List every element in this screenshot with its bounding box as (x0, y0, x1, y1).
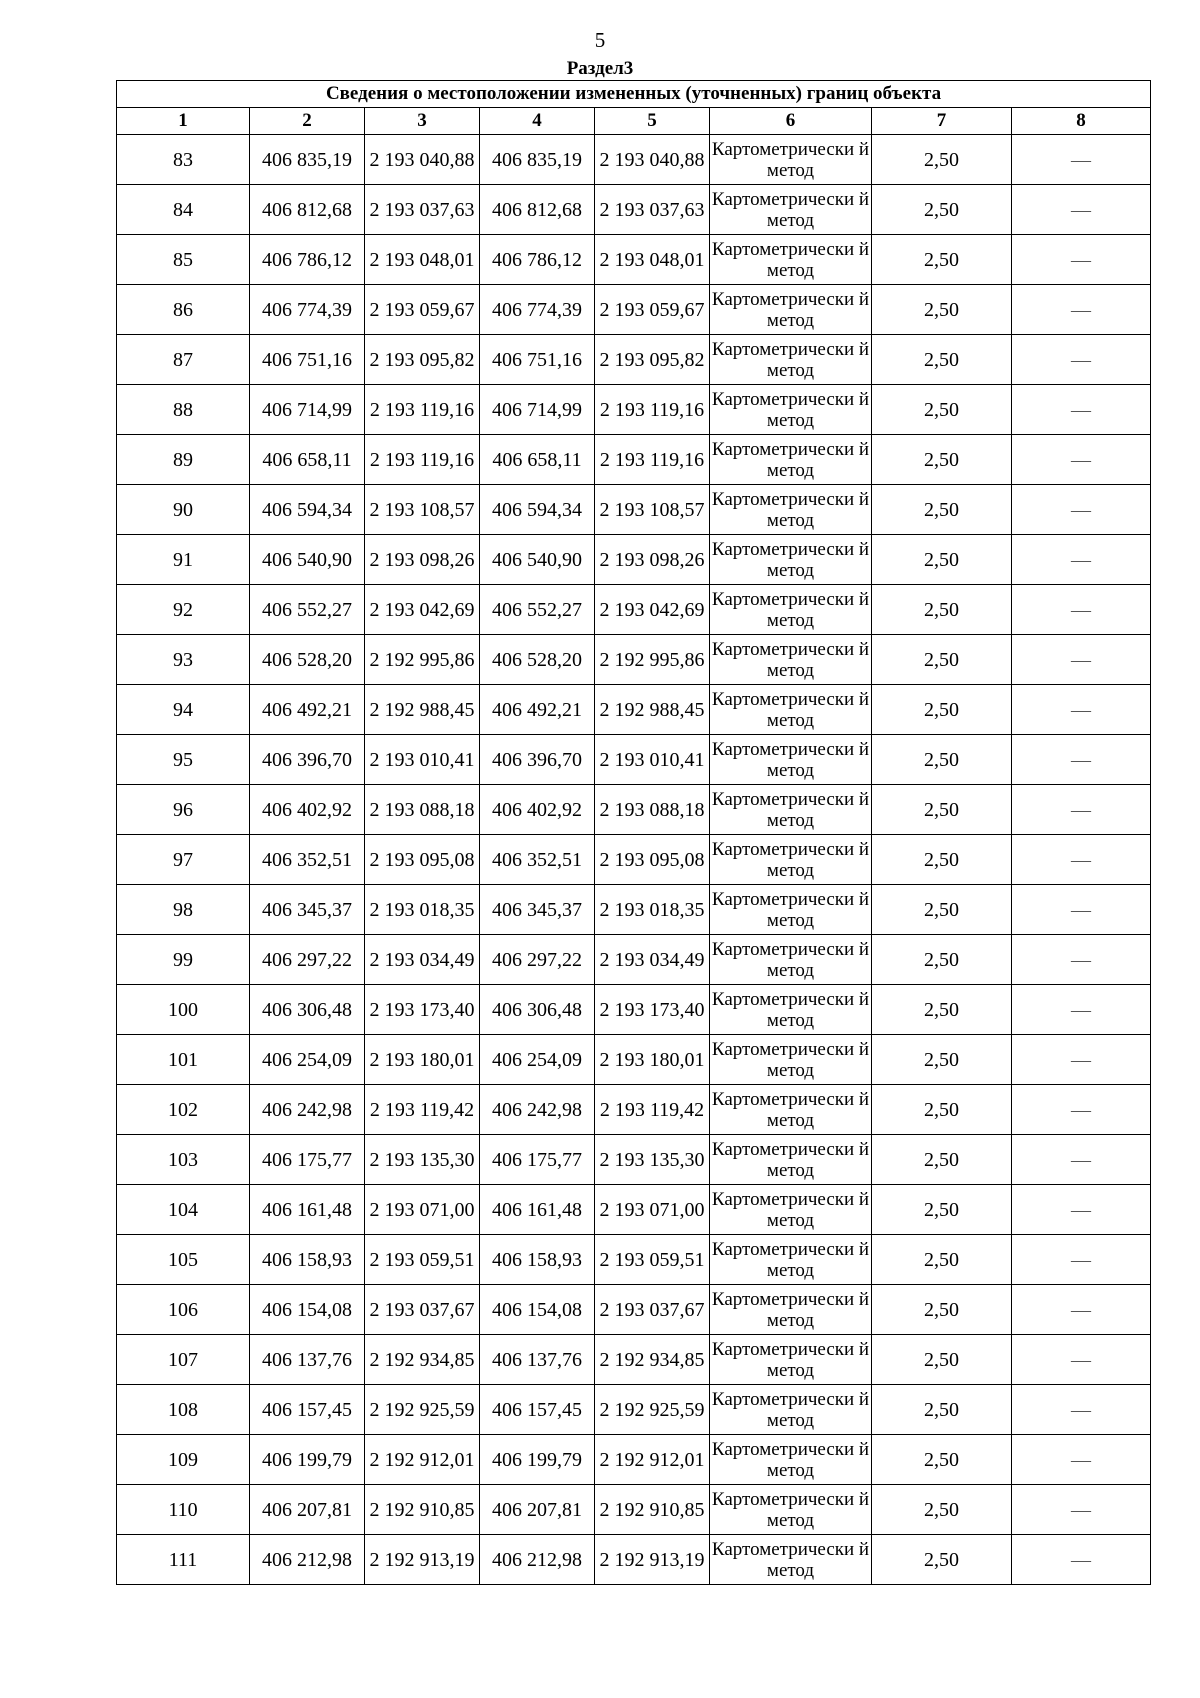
precision-cell: 2,50 (872, 885, 1012, 935)
x-existing-cell: 406 786,12 (250, 235, 365, 285)
precision-cell: 2,50 (872, 185, 1012, 235)
table-row (117, 635, 1151, 685)
x-new-cell: 406 161,48 (480, 1185, 595, 1235)
description-cell: — (1012, 1285, 1151, 1335)
description-cell: — (1012, 385, 1151, 435)
x-existing-cell: 406 812,68 (250, 185, 365, 235)
point-number-cell: 89 (117, 435, 250, 485)
x-existing-cell: 406 751,16 (250, 335, 365, 385)
precision-cell: 2,50 (872, 1235, 1012, 1285)
method-cell: Картометрически й метод (710, 535, 872, 585)
x-existing-cell: 406 137,76 (250, 1335, 365, 1385)
y-existing-cell: 2 193 048,01 (365, 235, 480, 285)
point-number-cell: 104 (117, 1185, 250, 1235)
x-existing-cell: 406 199,79 (250, 1435, 365, 1485)
y-new-cell: 2 192 995,86 (595, 635, 710, 685)
y-new-cell: 2 192 934,85 (595, 1335, 710, 1385)
precision-cell: 2,50 (872, 1485, 1012, 1535)
description-cell: — (1012, 335, 1151, 385)
table-row (117, 385, 1151, 435)
precision-cell: 2,50 (872, 1335, 1012, 1385)
y-existing-cell: 2 192 925,59 (365, 1385, 480, 1435)
y-existing-cell: 2 193 135,30 (365, 1135, 480, 1185)
point-number-cell: 101 (117, 1035, 250, 1085)
point-number-cell: 111 (117, 1535, 250, 1585)
precision-cell: 2,50 (872, 1285, 1012, 1335)
description-cell: — (1012, 885, 1151, 935)
x-existing-cell: 406 402,92 (250, 785, 365, 835)
x-new-cell: 406 658,11 (480, 435, 595, 485)
x-new-cell: 406 254,09 (480, 1035, 595, 1085)
description-cell: — (1012, 535, 1151, 585)
x-existing-cell: 406 396,70 (250, 735, 365, 785)
table-row (117, 935, 1151, 985)
x-new-cell: 406 714,99 (480, 385, 595, 435)
point-number-cell: 95 (117, 735, 250, 785)
description-cell: — (1012, 835, 1151, 885)
method-cell: Картометрически й метод (710, 1035, 872, 1085)
column-header: 6 (710, 108, 872, 135)
method-cell: Картометрически й метод (710, 635, 872, 685)
table-row (117, 1135, 1151, 1185)
point-number-cell: 97 (117, 835, 250, 885)
precision-cell: 2,50 (872, 1135, 1012, 1185)
x-new-cell: 406 199,79 (480, 1435, 595, 1485)
description-cell: — (1012, 435, 1151, 485)
y-new-cell: 2 193 180,01 (595, 1035, 710, 1085)
method-cell: Картометрически й метод (710, 585, 872, 635)
y-new-cell: 2 193 071,00 (595, 1185, 710, 1235)
x-existing-cell: 406 161,48 (250, 1185, 365, 1235)
y-existing-cell: 2 193 180,01 (365, 1035, 480, 1085)
y-existing-cell: 2 193 042,69 (365, 585, 480, 635)
x-new-cell: 406 352,51 (480, 835, 595, 885)
y-existing-cell: 2 192 910,85 (365, 1485, 480, 1535)
method-cell: Картометрически й метод (710, 1485, 872, 1535)
x-new-cell: 406 786,12 (480, 235, 595, 285)
y-new-cell: 2 192 988,45 (595, 685, 710, 735)
y-new-cell: 2 192 912,01 (595, 1435, 710, 1485)
precision-cell: 2,50 (872, 485, 1012, 535)
precision-cell: 2,50 (872, 535, 1012, 585)
column-header: 4 (480, 108, 595, 135)
x-new-cell: 406 137,76 (480, 1335, 595, 1385)
method-cell: Картометрически й метод (710, 335, 872, 385)
y-new-cell: 2 193 108,57 (595, 485, 710, 535)
precision-cell: 2,50 (872, 585, 1012, 635)
y-existing-cell: 2 192 913,19 (365, 1535, 480, 1585)
method-cell: Картометрически й метод (710, 285, 872, 335)
point-number-cell: 91 (117, 535, 250, 585)
y-existing-cell: 2 193 098,26 (365, 535, 480, 585)
precision-cell: 2,50 (872, 285, 1012, 335)
point-number-cell: 93 (117, 635, 250, 685)
x-existing-cell: 406 528,20 (250, 635, 365, 685)
description-cell: — (1012, 735, 1151, 785)
y-existing-cell: 2 193 119,42 (365, 1085, 480, 1135)
x-new-cell: 406 751,16 (480, 335, 595, 385)
table-row (117, 985, 1151, 1035)
x-existing-cell: 406 774,39 (250, 285, 365, 335)
x-new-cell: 406 207,81 (480, 1485, 595, 1535)
y-existing-cell: 2 193 059,51 (365, 1235, 480, 1285)
precision-cell: 2,50 (872, 1185, 1012, 1235)
method-cell: Картометрически й метод (710, 1085, 872, 1135)
table-row (117, 1035, 1151, 1085)
x-new-cell: 406 242,98 (480, 1085, 595, 1135)
y-new-cell: 2 193 037,67 (595, 1285, 710, 1335)
description-cell: — (1012, 185, 1151, 235)
description-cell: — (1012, 135, 1151, 185)
point-number-cell: 100 (117, 985, 250, 1035)
x-existing-cell: 406 157,45 (250, 1385, 365, 1435)
point-number-cell: 83 (117, 135, 250, 185)
x-new-cell: 406 492,21 (480, 685, 595, 735)
table-row (117, 835, 1151, 885)
method-cell: Картометрически й метод (710, 985, 872, 1035)
y-existing-cell: 2 193 119,16 (365, 385, 480, 435)
x-new-cell: 406 154,08 (480, 1285, 595, 1335)
point-number-cell: 99 (117, 935, 250, 985)
column-header-row (117, 108, 1151, 135)
table-row (117, 1235, 1151, 1285)
x-new-cell: 406 402,92 (480, 785, 595, 835)
table-row (117, 785, 1151, 835)
table-row (117, 685, 1151, 735)
method-cell: Картометрически й метод (710, 135, 872, 185)
description-cell: — (1012, 1135, 1151, 1185)
precision-cell: 2,50 (872, 635, 1012, 685)
x-existing-cell: 406 306,48 (250, 985, 365, 1035)
point-number-cell: 110 (117, 1485, 250, 1535)
description-cell: — (1012, 485, 1151, 535)
section-title: Раздел3 (566, 58, 634, 79)
point-number-cell: 94 (117, 685, 250, 735)
y-new-cell: 2 193 173,40 (595, 985, 710, 1035)
method-cell: Картометрически й метод (710, 735, 872, 785)
method-cell: Картометрически й метод (710, 685, 872, 735)
description-cell: — (1012, 1335, 1151, 1385)
coordinates-table (116, 80, 1151, 1585)
precision-cell: 2,50 (872, 385, 1012, 435)
y-existing-cell: 2 193 108,57 (365, 485, 480, 535)
description-cell: — (1012, 1185, 1151, 1235)
precision-cell: 2,50 (872, 1385, 1012, 1435)
table-row (117, 185, 1151, 235)
description-cell: — (1012, 1535, 1151, 1585)
x-existing-cell: 406 492,21 (250, 685, 365, 735)
x-new-cell: 406 552,27 (480, 585, 595, 635)
x-new-cell: 406 396,70 (480, 735, 595, 785)
method-cell: Картометрически й метод (710, 1235, 872, 1285)
y-existing-cell: 2 193 088,18 (365, 785, 480, 835)
precision-cell: 2,50 (872, 1535, 1012, 1585)
method-cell: Картометрически й метод (710, 385, 872, 435)
table-row (117, 735, 1151, 785)
table-row (117, 1535, 1151, 1585)
description-cell: — (1012, 785, 1151, 835)
y-existing-cell: 2 192 912,01 (365, 1435, 480, 1485)
y-existing-cell: 2 193 173,40 (365, 985, 480, 1035)
precision-cell: 2,50 (872, 235, 1012, 285)
table-row (117, 285, 1151, 335)
x-new-cell: 406 306,48 (480, 985, 595, 1035)
y-new-cell: 2 193 034,49 (595, 935, 710, 985)
y-existing-cell: 2 193 040,88 (365, 135, 480, 185)
precision-cell: 2,50 (872, 1435, 1012, 1485)
x-new-cell: 406 812,68 (480, 185, 595, 235)
method-cell: Картометрически й метод (710, 185, 872, 235)
x-existing-cell: 406 297,22 (250, 935, 365, 985)
table-row (117, 1335, 1151, 1385)
table-row (117, 1085, 1151, 1135)
x-existing-cell: 406 552,27 (250, 585, 365, 635)
precision-cell: 2,50 (872, 785, 1012, 835)
precision-cell: 2,50 (872, 435, 1012, 485)
x-new-cell: 406 212,98 (480, 1535, 595, 1585)
column-header: 7 (872, 108, 1012, 135)
table-caption: Сведения о местоположении измененных (уточненных) границ объекта (117, 81, 1151, 108)
x-existing-cell: 406 242,98 (250, 1085, 365, 1135)
column-header: 2 (250, 108, 365, 135)
y-new-cell: 2 193 119,16 (595, 435, 710, 485)
y-new-cell: 2 193 010,41 (595, 735, 710, 785)
x-existing-cell: 406 207,81 (250, 1485, 365, 1535)
point-number-cell: 96 (117, 785, 250, 835)
x-new-cell: 406 158,93 (480, 1235, 595, 1285)
precision-cell: 2,50 (872, 685, 1012, 735)
table-row (117, 335, 1151, 385)
table-row (117, 1285, 1151, 1335)
point-number-cell: 106 (117, 1285, 250, 1335)
y-new-cell: 2 193 059,67 (595, 285, 710, 335)
description-cell: — (1012, 935, 1151, 985)
point-number-cell: 105 (117, 1235, 250, 1285)
point-number-cell: 85 (117, 235, 250, 285)
x-new-cell: 406 594,34 (480, 485, 595, 535)
point-number-cell: 109 (117, 1435, 250, 1485)
y-new-cell: 2 193 059,51 (595, 1235, 710, 1285)
y-existing-cell: 2 193 095,08 (365, 835, 480, 885)
y-new-cell: 2 193 119,42 (595, 1085, 710, 1135)
point-number-cell: 103 (117, 1135, 250, 1185)
y-existing-cell: 2 193 010,41 (365, 735, 480, 785)
x-existing-cell: 406 345,37 (250, 885, 365, 935)
precision-cell: 2,50 (872, 985, 1012, 1035)
y-new-cell: 2 193 018,35 (595, 885, 710, 935)
x-existing-cell: 406 158,93 (250, 1235, 365, 1285)
point-number-cell: 92 (117, 585, 250, 635)
y-existing-cell: 2 193 018,35 (365, 885, 480, 935)
x-existing-cell: 406 352,51 (250, 835, 365, 885)
point-number-cell: 107 (117, 1335, 250, 1385)
y-existing-cell: 2 193 059,67 (365, 285, 480, 335)
y-existing-cell: 2 193 037,63 (365, 185, 480, 235)
table-row (117, 885, 1151, 935)
x-new-cell: 406 297,22 (480, 935, 595, 985)
method-cell: Картометрически й метод (710, 785, 872, 835)
x-new-cell: 406 157,45 (480, 1385, 595, 1435)
point-number-cell: 84 (117, 185, 250, 235)
table-row (117, 135, 1151, 185)
table-row (117, 1385, 1151, 1435)
x-existing-cell: 406 594,34 (250, 485, 365, 535)
x-existing-cell: 406 154,08 (250, 1285, 365, 1335)
x-existing-cell: 406 658,11 (250, 435, 365, 485)
method-cell: Картометрически й метод (710, 885, 872, 935)
description-cell: — (1012, 285, 1151, 335)
point-number-cell: 98 (117, 885, 250, 935)
method-cell: Картометрически й метод (710, 935, 872, 985)
table-row (117, 485, 1151, 535)
precision-cell: 2,50 (872, 1085, 1012, 1135)
precision-cell: 2,50 (872, 935, 1012, 985)
method-cell: Картометрически й метод (710, 1335, 872, 1385)
y-existing-cell: 2 192 934,85 (365, 1335, 480, 1385)
y-new-cell: 2 192 925,59 (595, 1385, 710, 1435)
precision-cell: 2,50 (872, 1035, 1012, 1085)
y-existing-cell: 2 193 119,16 (365, 435, 480, 485)
y-new-cell: 2 193 095,08 (595, 835, 710, 885)
x-existing-cell: 406 835,19 (250, 135, 365, 185)
x-existing-cell: 406 254,09 (250, 1035, 365, 1085)
y-new-cell: 2 193 040,88 (595, 135, 710, 185)
x-new-cell: 406 774,39 (480, 285, 595, 335)
y-new-cell: 2 193 042,69 (595, 585, 710, 635)
x-new-cell: 406 540,90 (480, 535, 595, 585)
method-cell: Картометрически й метод (710, 1385, 872, 1435)
point-number-cell: 90 (117, 485, 250, 535)
method-cell: Картометрически й метод (710, 1185, 872, 1235)
x-existing-cell: 406 175,77 (250, 1135, 365, 1185)
table-row (117, 1185, 1151, 1235)
y-existing-cell: 2 193 034,49 (365, 935, 480, 985)
y-existing-cell: 2 192 995,86 (365, 635, 480, 685)
x-existing-cell: 406 212,98 (250, 1535, 365, 1585)
method-cell: Картометрически й метод (710, 485, 872, 535)
table-row (117, 535, 1151, 585)
y-new-cell: 2 192 913,19 (595, 1535, 710, 1585)
method-cell: Картометрически й метод (710, 835, 872, 885)
y-new-cell: 2 193 037,63 (595, 185, 710, 235)
description-cell: — (1012, 635, 1151, 685)
description-cell: — (1012, 1385, 1151, 1435)
method-cell: Картометрически й метод (710, 1285, 872, 1335)
y-new-cell: 2 193 088,18 (595, 785, 710, 835)
column-header: 5 (595, 108, 710, 135)
y-new-cell: 2 193 095,82 (595, 335, 710, 385)
x-new-cell: 406 345,37 (480, 885, 595, 935)
x-new-cell: 406 175,77 (480, 1135, 595, 1185)
column-header: 8 (1012, 108, 1151, 135)
y-new-cell: 2 193 135,30 (595, 1135, 710, 1185)
x-new-cell: 406 528,20 (480, 635, 595, 685)
x-new-cell: 406 835,19 (480, 135, 595, 185)
description-cell: — (1012, 1485, 1151, 1535)
table-row (117, 585, 1151, 635)
table-row (117, 235, 1151, 285)
y-existing-cell: 2 193 037,67 (365, 1285, 480, 1335)
x-existing-cell: 406 540,90 (250, 535, 365, 585)
column-header: 1 (117, 108, 250, 135)
y-existing-cell: 2 193 095,82 (365, 335, 480, 385)
table-row (117, 435, 1151, 485)
table-row (117, 1485, 1151, 1535)
point-number-cell: 87 (117, 335, 250, 385)
y-new-cell: 2 192 910,85 (595, 1485, 710, 1535)
y-new-cell: 2 193 119,16 (595, 385, 710, 435)
page-number: 5 (594, 28, 606, 52)
method-cell: Картометрически й метод (710, 1435, 872, 1485)
table-body (117, 135, 1151, 1585)
precision-cell: 2,50 (872, 835, 1012, 885)
description-cell: — (1012, 235, 1151, 285)
y-new-cell: 2 193 048,01 (595, 235, 710, 285)
method-cell: Картометрически й метод (710, 1535, 872, 1585)
description-cell: — (1012, 685, 1151, 735)
description-cell: — (1012, 1435, 1151, 1485)
point-number-cell: 108 (117, 1385, 250, 1435)
table-row (117, 1435, 1151, 1485)
y-existing-cell: 2 193 071,00 (365, 1185, 480, 1235)
method-cell: Картометрически й метод (710, 1135, 872, 1185)
description-cell: — (1012, 985, 1151, 1035)
y-new-cell: 2 193 098,26 (595, 535, 710, 585)
description-cell: — (1012, 1235, 1151, 1285)
precision-cell: 2,50 (872, 135, 1012, 185)
y-existing-cell: 2 192 988,45 (365, 685, 480, 735)
column-header: 3 (365, 108, 480, 135)
precision-cell: 2,50 (872, 735, 1012, 785)
point-number-cell: 86 (117, 285, 250, 335)
point-number-cell: 88 (117, 385, 250, 435)
x-existing-cell: 406 714,99 (250, 385, 365, 435)
precision-cell: 2,50 (872, 335, 1012, 385)
point-number-cell: 102 (117, 1085, 250, 1135)
description-cell: — (1012, 585, 1151, 635)
method-cell: Картометрически й метод (710, 435, 872, 485)
method-cell: Картометрически й метод (710, 235, 872, 285)
description-cell: — (1012, 1085, 1151, 1135)
description-cell: — (1012, 1035, 1151, 1085)
